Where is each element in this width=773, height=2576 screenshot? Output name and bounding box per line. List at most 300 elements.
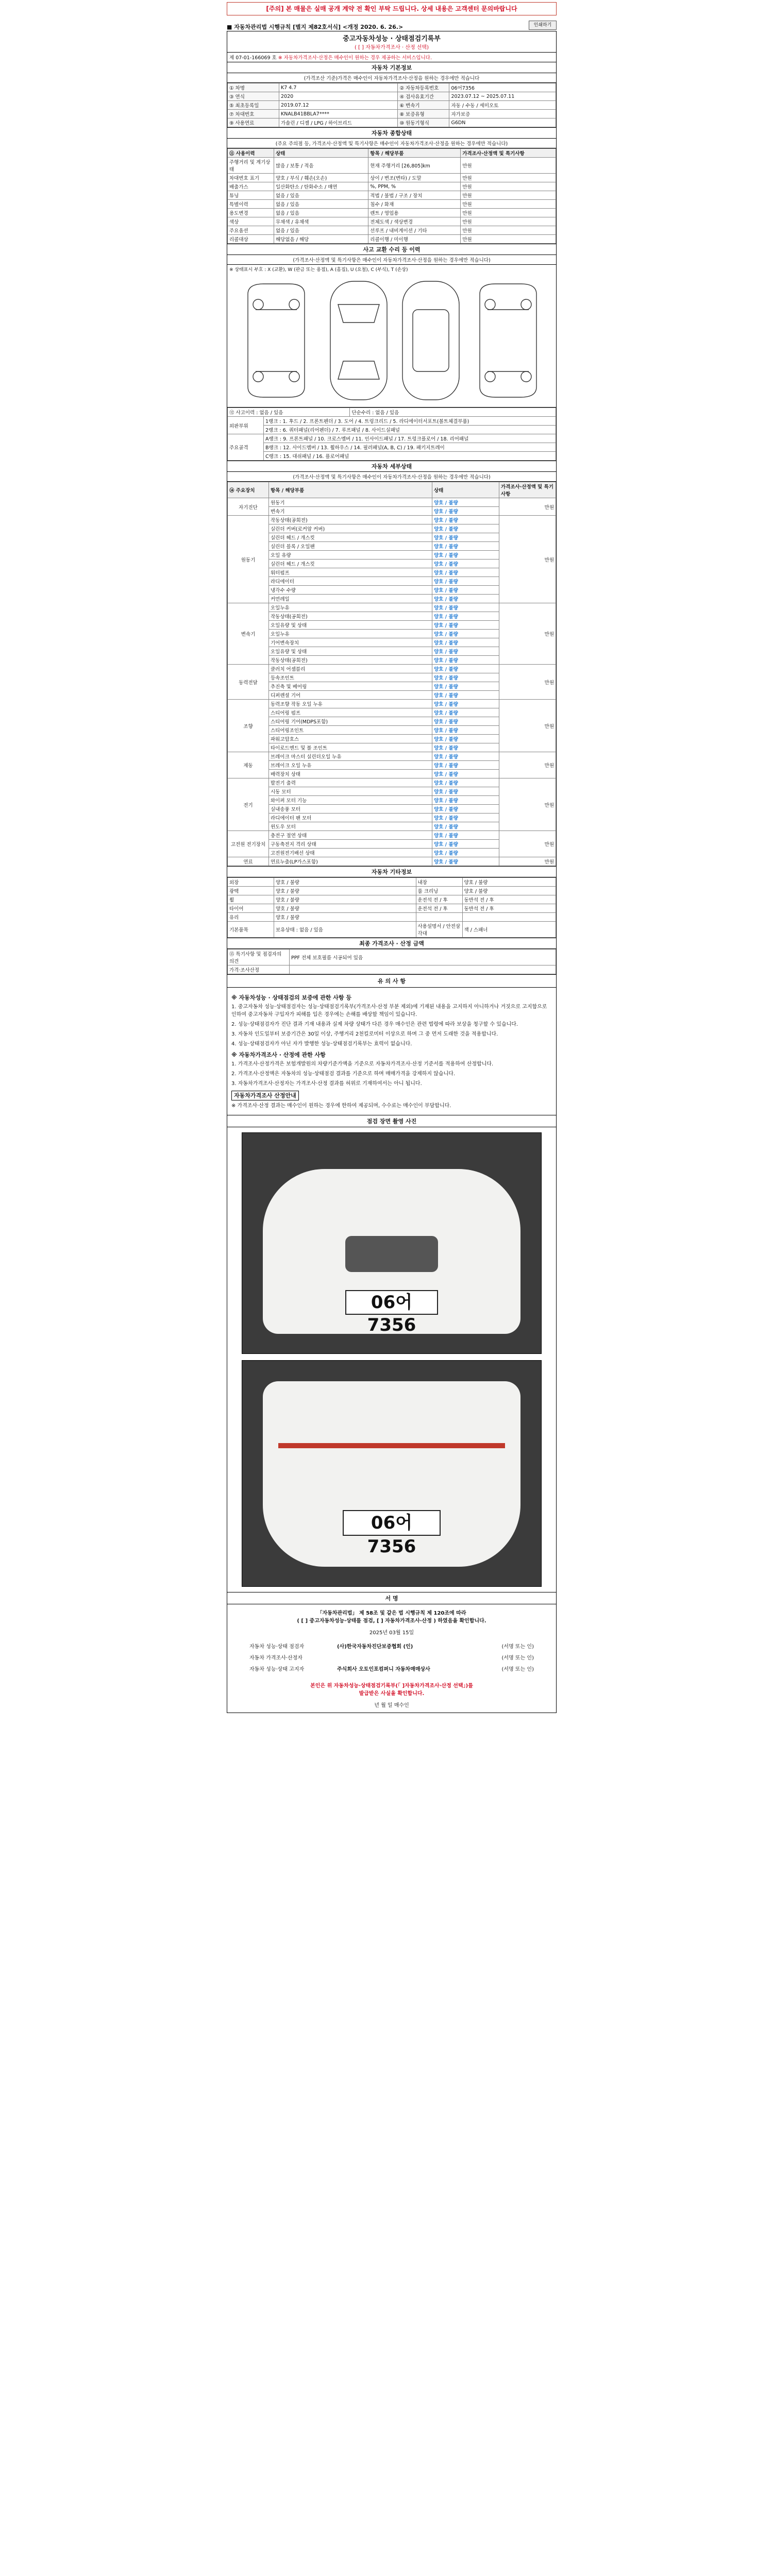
detail-header: ⑭ 주요장치 xyxy=(228,482,269,498)
general-section xyxy=(227,128,556,244)
detail-status: 양호 / 불량 xyxy=(432,498,499,507)
detail-group: 동력전달 xyxy=(228,665,269,700)
detail-status: 양호 / 불량 xyxy=(432,857,499,866)
frame-row-3: C랭크 : 15. 대쉬패널 / 16. 플로어패널 xyxy=(264,452,556,461)
detail-item: 시동 모터 xyxy=(269,787,432,796)
record-header xyxy=(227,31,556,53)
general-cell: 만원 xyxy=(461,217,556,226)
rear-photo xyxy=(242,1360,542,1587)
general-cell: 양호 / 부식 / 훼손(오손) xyxy=(274,174,368,182)
detail-status: 양호 / 불량 xyxy=(432,560,499,568)
etc-cell: 외장 xyxy=(228,878,274,887)
detail-status: 양호 / 불량 xyxy=(432,735,499,743)
basic-info-title: 자동차 기본정보 xyxy=(227,62,556,73)
doc-number-row xyxy=(227,53,556,62)
detail-status: 양호 / 불량 xyxy=(432,656,499,665)
detail-sub: (가격조사·산정액 및 특기사항은 매수인이 자동차가격조사·산정을 원하는 경우에만 적습니다) xyxy=(227,472,556,482)
detail-group: 조향 xyxy=(228,700,269,752)
detail-item: 브레이크 마스터 실린더오일 누유 xyxy=(269,752,432,761)
etc-section xyxy=(227,867,556,938)
general-cell: %, PPM, % xyxy=(368,182,461,191)
detail-status: 양호 / 불량 xyxy=(432,770,499,778)
inspection-document xyxy=(227,0,557,1713)
general-cell: 무채색 / 유채색 xyxy=(274,217,368,226)
general-cell: 가격조사·산정액 및 특기사항 xyxy=(461,149,556,158)
detail-item: 동력조향 작동 오일 누유 xyxy=(269,700,432,708)
sign-section xyxy=(227,1604,556,1713)
detail-status: 양호 / 불량 xyxy=(432,778,499,787)
simple-repair: 단순수리 : 없음 / 있음 xyxy=(350,408,556,417)
photos-title: 점검 장면 촬영 사진 xyxy=(227,1115,556,1127)
etc-cell: 양호 / 불량 xyxy=(462,887,556,895)
basic-label: ③ 연식 xyxy=(228,92,279,101)
remarks-body xyxy=(227,988,556,1115)
print-button[interactable]: 인쇄하기 xyxy=(529,21,557,30)
general-cell: 만원 xyxy=(461,191,556,200)
basic-info-section xyxy=(227,62,556,128)
detail-status: 양호 / 불량 xyxy=(432,761,499,770)
etc-cell: 내장 xyxy=(416,878,462,887)
table-row xyxy=(228,101,556,110)
outer-row-2: 2랭크 : 6. 쿼터패널(리어펜더) / 7. 루프패널 / 8. 사이드실패널 xyxy=(264,426,556,434)
warning-notice: [주의] 본 매물은 실매 공개 계약 전 확인 부탁 드립니다. 상세 내용은 고객센터 문의바랍니다 xyxy=(227,2,557,15)
detail-price: 만원 xyxy=(499,498,556,516)
detail-price: 만원 xyxy=(499,778,556,831)
general-cell: 해당없음 / 해당 xyxy=(274,235,368,244)
detail-item: 작동상태(공회전) xyxy=(269,656,432,665)
signer-sign: (서명 또는 인) xyxy=(501,1666,534,1672)
general-cell: 주요옵션 xyxy=(228,226,274,235)
table-row xyxy=(248,1640,535,1651)
general-cell: 항목 / 해당부품 xyxy=(368,149,461,158)
etc-cell xyxy=(462,913,556,922)
general-cell: 특별이력 xyxy=(228,200,274,209)
table-row xyxy=(228,752,556,761)
basic-value: K7 4.7 xyxy=(279,83,398,92)
detail-item: 원동기 xyxy=(269,498,432,507)
detail-item: 라디에이터 팬 모터 xyxy=(269,814,432,822)
detail-status: 양호 / 불량 xyxy=(432,691,499,700)
detail-title: 자동차 세부상태 xyxy=(227,461,556,472)
damage-section xyxy=(227,244,556,461)
detail-price: 만원 xyxy=(499,857,556,866)
outer-label: 외판부위 xyxy=(228,417,264,434)
detail-item: 실린더 헤드 / 개스킷 xyxy=(269,560,432,568)
detail-status: 양호 / 불량 xyxy=(432,568,499,577)
basic-label: ⑦ 차대번호 xyxy=(228,110,279,118)
table-row xyxy=(228,200,556,209)
etc-cell: 룸 크리닝 xyxy=(416,887,462,895)
detail-status: 양호 / 불량 xyxy=(432,630,499,638)
form-reference: ■ 자동차관리법 시행규칙 [별지 제82호서식] <개정 2020. 6. 26.> xyxy=(227,24,404,30)
table-row xyxy=(228,118,556,127)
etc-cell: 양호 / 불량 xyxy=(274,913,416,922)
etc-cell: 양호 / 불량 xyxy=(274,904,416,913)
sign-footer: 본인은 위 자동차성능·상태점검기록부(「 ]자동차가격조사·산정 선택」)를 xyxy=(310,1683,473,1689)
detail-item: 타이로드엔드 및 볼 조인트 xyxy=(269,743,432,752)
sign-table xyxy=(248,1640,535,1674)
detail-group: 자기진단 xyxy=(228,498,269,516)
detail-item: 고전원전기배선 상태 xyxy=(269,849,432,857)
remarks-title: 유 의 사 항 xyxy=(227,975,556,988)
detail-status: 양호 / 불량 xyxy=(432,822,499,831)
detail-status: 양호 / 불량 xyxy=(432,665,499,673)
damage-title: 사고 교환 수리 등 이력 xyxy=(227,244,556,255)
table-row xyxy=(228,226,556,235)
signer-role: 자동차 가격조사·산정자 xyxy=(249,1655,303,1661)
table-row xyxy=(228,92,556,101)
signer-name: (사)한국자동차진단보증협회 (인) xyxy=(337,1643,413,1650)
signer-role: 자동차 성능·상태 점검자 xyxy=(249,1643,305,1650)
general-cell: 만원 xyxy=(461,235,556,244)
general-cell: 없음 / 있음 xyxy=(274,200,368,209)
general-cell: 렌트 / 영업용 xyxy=(368,209,461,217)
detail-group: 연료 xyxy=(228,857,269,866)
detail-item: 오일유량 및 상태 xyxy=(269,621,432,630)
taillight-icon xyxy=(278,1443,505,1448)
sign-title: 서 명 xyxy=(227,1592,556,1604)
etc-cell: 휠 xyxy=(228,895,274,904)
buyer-sign: 년 월 일 매수인 xyxy=(374,1703,409,1708)
signer-role: 자동차 성능·상태 고지자 xyxy=(249,1666,305,1672)
general-cell: 적법 / 불법 / 구조 / 장치 xyxy=(368,191,461,200)
detail-status: 양호 / 불량 xyxy=(432,673,499,682)
detail-item: 워터펌프 xyxy=(269,568,432,577)
detail-item: 충전구 절연 상태 xyxy=(269,831,432,840)
detail-status: 양호 / 불량 xyxy=(432,647,499,656)
etc-table xyxy=(227,877,556,938)
general-cell: 상태 xyxy=(274,149,368,158)
table-row xyxy=(228,191,556,200)
frame-row-1: A랭크 : 9. 프론트패널 / 10. 크로스멤버 / 11. 인사이드패널 / 17. 트렁크플로어 / 18. 리어패널 xyxy=(264,434,556,443)
section2-item: 3. 자동차가격조사·산정자는 가격조사·산정 결과를 허위로 기재하여서는 아니 됩니다. xyxy=(231,1081,422,1087)
basic-value: 2023.07.12 ~ 2025.07.11 xyxy=(449,92,556,101)
detail-status: 양호 / 불량 xyxy=(432,542,499,551)
basic-label: ⑧ 보증유형 xyxy=(398,110,449,118)
etc-title: 자동차 기타정보 xyxy=(227,867,556,877)
basic-label: ⑥ 변속기 xyxy=(398,101,449,110)
detail-item: 등속조인트 xyxy=(269,673,432,682)
detail-group: 고전원 전기장치 xyxy=(228,831,269,857)
general-cell: ⑪ 사용이력 xyxy=(228,149,274,158)
detail-item: 오일누유 xyxy=(269,603,432,612)
detail-item: 스티어링조인트 xyxy=(269,726,432,735)
grille-icon xyxy=(345,1236,438,1272)
table-row xyxy=(228,700,556,708)
perf-label: ⑮ 특기사항 및 점검자의 의견 xyxy=(228,950,290,965)
detail-status: 양호 / 불량 xyxy=(432,840,499,849)
general-cell: 차대번호 표기 xyxy=(228,174,274,182)
etc-cell: 양호 / 불량 xyxy=(274,887,416,895)
general-cell: 전체도색 / 색상변경 xyxy=(368,217,461,226)
general-cell: 만원 xyxy=(461,226,556,235)
table-row xyxy=(228,904,556,913)
detail-item: 작동상태(공회전) xyxy=(269,516,432,524)
etc-cell: 기본품목 xyxy=(228,922,274,938)
general-cell: 용도변경 xyxy=(228,209,274,217)
section2-item: 2. 가격조사·산정액은 자동차의 성능·상태점검 결과를 기준으로 하며 매매가격을 강제하지 않습니다. xyxy=(231,1071,456,1077)
damage-legend: ※ 상태표시 부호 : X (교환), W (판금 또는 용접), A (흠집), U (요철), C (부식), T (손상) xyxy=(229,267,408,273)
table-row xyxy=(228,158,556,174)
detail-status: 양호 / 불량 xyxy=(432,595,499,603)
basic-label: ④ 검사유효기간 xyxy=(398,92,449,101)
detail-item: 발전기 출력 xyxy=(269,778,432,787)
basic-value: 자가보증 xyxy=(449,110,556,118)
detail-table xyxy=(227,482,556,866)
etc-cell: 양호 / 불량 xyxy=(462,878,556,887)
section1-title: ※ 자동차성능 · 상태점검의 보증에 관한 사항 등 xyxy=(231,994,351,1001)
accident-history: ⑫ 사고이력 : 없음 / 있음 xyxy=(228,408,350,417)
detail-header: 가격조사·산정액 및 특기사항 xyxy=(499,482,556,498)
detail-status: 양호 / 불량 xyxy=(432,612,499,621)
frame-row-2: B랭크 : 12. 사이드멤버 / 13. 휠하우스 / 14. 필러패널(A, B, C) / 19. 패키지트레이 xyxy=(264,443,556,452)
damage-table xyxy=(227,408,556,461)
general-cell: 침수 / 화재 xyxy=(368,200,461,209)
perf-value: PPF 전체 보호필름 시공되어 있음 xyxy=(290,950,556,965)
detail-item: 클러치 어셈블리 xyxy=(269,665,432,673)
detail-item: 디퍼렌셜 기어 xyxy=(269,691,432,700)
outer-row-1: 1랭크 : 1. 후드 / 2. 프론트펜더 / 3. 도어 / 4. 트렁크리드 / 5. 라디에이터서포트(볼트체결부품) xyxy=(264,417,556,426)
detail-status: 양호 / 불량 xyxy=(432,638,499,647)
general-cell: 튜닝 xyxy=(228,191,274,200)
etc-cell xyxy=(416,913,462,922)
sign-statement: 「자동차관리법」 제 58조 및 같은 법 시행규칙 제 120조에 따라 xyxy=(317,1611,466,1616)
table-row xyxy=(228,878,556,887)
general-cell: 만원 xyxy=(461,200,556,209)
basic-value: 2020 xyxy=(279,92,398,101)
detail-item: 윈도우 모터 xyxy=(269,822,432,831)
etc-cell: 양호 / 불량 xyxy=(274,878,416,887)
rear-plate: 06어 7356 xyxy=(343,1510,441,1536)
detail-status: 양호 / 불량 xyxy=(432,717,499,726)
general-cell: 없음 / 있음 xyxy=(274,191,368,200)
car-outline-icon xyxy=(227,274,556,406)
detail-item: 연료누출(LP가스포함) xyxy=(269,857,432,866)
detail-status: 양호 / 불량 xyxy=(432,700,499,708)
table-row xyxy=(228,149,556,158)
detail-status: 양호 / 불량 xyxy=(432,524,499,533)
basic-value: 06어7356 xyxy=(449,83,556,92)
detail-item: 와이퍼 모터 기능 xyxy=(269,796,432,805)
detail-status: 양호 / 불량 xyxy=(432,586,499,595)
detail-price: 만원 xyxy=(499,665,556,700)
table-row xyxy=(228,603,556,612)
signer-sign: (서명 또는 인) xyxy=(501,1643,534,1650)
detail-status: 양호 / 불량 xyxy=(432,849,499,857)
general-cell: 일산화탄소 / 탄화수소 / 매연 xyxy=(274,182,368,191)
table-row xyxy=(228,83,556,92)
etc-cell: 광택 xyxy=(228,887,274,895)
general-cell: 만원 xyxy=(461,182,556,191)
detail-section xyxy=(227,461,556,867)
detail-item: 작동상태(공회전) xyxy=(269,612,432,621)
front-photo xyxy=(242,1132,542,1354)
detail-item: 실린더 커버(로커암 커버) xyxy=(269,524,432,533)
detail-price: 만원 xyxy=(499,700,556,752)
section1-item: 4. 성능·상태점검자가 아닌 자가 발행한 성능·상태점검기록부는 효력이 없습니다. xyxy=(231,1041,412,1047)
record-frame xyxy=(227,31,557,1713)
table-row xyxy=(228,482,556,498)
table-row xyxy=(228,498,556,507)
detail-price: 만원 xyxy=(499,516,556,603)
table-row xyxy=(228,922,556,938)
section2-item: 1. 가격조사·산정가격은 보험개발원의 차량기준가액을 기준으로 자동차가격조사·산정 기준서를 적용하여 산정합니다. xyxy=(231,1061,494,1067)
opinion-title: 최종 가격조사 · 산정 금액 xyxy=(227,938,556,949)
detail-item: 실내송풍 모터 xyxy=(269,805,432,814)
detail-header: 항목 / 해당부품 xyxy=(269,482,432,498)
sign-footer-2: 발급받은 사실을 확인합니다. xyxy=(359,1691,425,1697)
table-row xyxy=(248,1663,535,1674)
detail-item: 추진축 및 베어링 xyxy=(269,682,432,691)
detail-status: 양호 / 불량 xyxy=(432,507,499,516)
table-row xyxy=(228,516,556,524)
general-cell: 선루프 / 내비게이션 / 기타 xyxy=(368,226,461,235)
section1-item: 2. 성능·상태점검자가 진단 결과 기재 내용과 실제 차량 상태가 다른 경우 매수인은 관련 법령에 따라 보상을 청구할 수 있습니다. xyxy=(231,1022,518,1027)
section2-title: ※ 자동차가격조사 · 산정에 관한 사항 xyxy=(231,1052,326,1058)
detail-status: 양호 / 불량 xyxy=(432,603,499,612)
general-cell: 상이 / 변조(변타) / 도말 xyxy=(368,174,461,182)
basic-value: 2019.07.12 xyxy=(279,101,398,110)
detail-item: 기어변속장치 xyxy=(269,638,432,647)
detail-item: 브레이크 오일 누유 xyxy=(269,761,432,770)
etc-cell: 양호 / 불량 xyxy=(274,895,416,904)
record-subtitle: ( [ ] 자동차가격조사 · 산정 선택) xyxy=(354,45,429,50)
general-sub: (주요 주의점 등, 가격조사·산정액 및 특기사항은 매수인이 자동차가격조사·산정을 원하는 경우에만 적습니다) xyxy=(227,139,556,148)
signer-name xyxy=(335,1651,482,1663)
detail-item: 배력장치 상태 xyxy=(269,770,432,778)
general-cell: 없음 / 있음 xyxy=(274,209,368,217)
detail-status: 양호 / 불량 xyxy=(432,831,499,840)
detail-status: 양호 / 불량 xyxy=(432,787,499,796)
sign-date: 2025년 03월 15일 xyxy=(369,1630,414,1636)
general-cell: 만원 xyxy=(461,158,556,174)
general-table xyxy=(227,148,556,244)
general-cell: 만원 xyxy=(461,174,556,182)
detail-status: 양호 / 불량 xyxy=(432,805,499,814)
etc-cell: 타이어 xyxy=(228,904,274,913)
signer-name: 주식회사 오토인포컴퍼니 자동차매매상사 xyxy=(337,1666,430,1672)
table-row xyxy=(228,831,556,840)
table-row xyxy=(228,895,556,904)
detail-status: 양호 / 불량 xyxy=(432,621,499,630)
detail-status: 양호 / 불량 xyxy=(432,516,499,524)
detail-group: 원동기 xyxy=(228,516,269,603)
general-cell: 배출가스 xyxy=(228,182,274,191)
detail-status: 양호 / 불량 xyxy=(432,577,499,586)
detail-status: 양호 / 불량 xyxy=(432,551,499,560)
etc-cell: 동반석 전 / 후 xyxy=(462,904,556,913)
detail-price: 만원 xyxy=(499,752,556,778)
detail-status: 양호 / 불량 xyxy=(432,533,499,542)
detail-header: 상태 xyxy=(432,482,499,498)
detail-price: 만원 xyxy=(499,603,556,665)
opinion-table xyxy=(227,949,556,974)
etc-cell: 보유상태 : 없음 / 있음 xyxy=(274,922,416,938)
detail-status: 양호 / 불량 xyxy=(432,708,499,717)
front-plate: 06어 7356 xyxy=(345,1290,438,1315)
general-cell: 현재 주행거리 [26,805]km xyxy=(368,158,461,174)
table-row xyxy=(228,110,556,118)
detail-status: 양호 / 불량 xyxy=(432,814,499,822)
signer-sign: (서명 또는 인) xyxy=(501,1655,534,1661)
detail-status: 양호 / 불량 xyxy=(432,752,499,761)
doc-note: ※ 자동차가격조사·산정은 매수인이 원하는 경우 제공하는 서비스입니다. xyxy=(278,55,432,61)
detail-item: 오일유량 및 상태 xyxy=(269,647,432,656)
section3-title: 자동차가격조사 산정안내 xyxy=(231,1091,299,1100)
basic-label: ⑩ 원동기형식 xyxy=(398,118,449,127)
basic-label: ② 자동차등록번호 xyxy=(398,83,449,92)
car-diagram xyxy=(227,274,556,408)
table-row xyxy=(228,778,556,787)
basic-label: ⑤ 최초등록일 xyxy=(228,101,279,110)
general-cell: 없음 / 있음 xyxy=(274,226,368,235)
sign-statement-2: ( [ ] 중고자동차성능·상태를 점검, [ ] 자동차가격조사·산정 ) 하였음을 확인합니다. xyxy=(297,1618,486,1624)
etc-cell: 유리 xyxy=(228,913,274,922)
section1-item: 1. 중고자동차 성능·상태점검자는 성능·상태점검기록부(가격조사·산정 부분 제외)에 기재된 내용을 고지하지 아니하거나 거짓으로 고지함으로 인하여 중고자동차 구입자가 피해를 입은 경우에는 손해를 배상할 책임이 있습니다. xyxy=(231,1004,547,1018)
detail-item: 변속기 xyxy=(269,507,432,516)
general-cell: 많음 / 보통 / 적음 xyxy=(274,158,368,174)
opinion-section xyxy=(227,938,556,975)
general-cell: 색상 xyxy=(228,217,274,226)
table-row xyxy=(228,665,556,673)
general-title: 자동차 종합상태 xyxy=(227,128,556,139)
record-title: 중고자동차성능 · 상태점검기록부 xyxy=(343,35,441,43)
detail-status: 양호 / 불량 xyxy=(432,743,499,752)
etc-cell: 잭 / 스패너 xyxy=(462,922,556,938)
table-row xyxy=(248,1651,535,1663)
general-cell: 리콜대상 xyxy=(228,235,274,244)
table-row xyxy=(228,174,556,182)
table-row xyxy=(228,887,556,895)
detail-item: 커먼레일 xyxy=(269,595,432,603)
basic-info-sub: (가격조산 기준)가격은 매수인이 자동차가격조사·산정을 원하는 경우에만 적습니다 xyxy=(227,73,556,83)
damage-sub: (가격조사·산정액 및 특기사항은 매수인이 자동차가격조사·산정을 원하는 경우에만 적습니다) xyxy=(227,255,556,265)
basic-value: 자동 / 수동 / 세미오토 xyxy=(449,101,556,110)
basic-value: G6DN xyxy=(449,118,556,127)
price-label: 가격·조사산정 xyxy=(228,965,290,974)
detail-status: 양호 / 불량 xyxy=(432,682,499,691)
detail-item: 오일누유 xyxy=(269,630,432,638)
detail-price: 만원 xyxy=(499,831,556,857)
detail-item: 스티어링 기어(MDPS포함) xyxy=(269,717,432,726)
basic-info-table xyxy=(227,83,556,127)
basic-label: ① 차명 xyxy=(228,83,279,92)
photos-area xyxy=(227,1127,556,1592)
detail-item: 실린더 블록 / 오일팬 xyxy=(269,542,432,551)
table-row xyxy=(228,209,556,217)
detail-item: 냉각수 수량 xyxy=(269,586,432,595)
etc-cell: 운전석 전 / 후 xyxy=(416,895,462,904)
detail-status: 양호 / 불량 xyxy=(432,796,499,805)
detail-item: 파워고압호스 xyxy=(269,735,432,743)
detail-item: 오일 유량 xyxy=(269,551,432,560)
etc-cell: 동반석 전 / 후 xyxy=(462,895,556,904)
etc-cell: 운전석 전 / 후 xyxy=(416,904,462,913)
general-cell: 주행거리 및 계기상태 xyxy=(228,158,274,174)
table-row xyxy=(228,913,556,922)
basic-label: ⑨ 사용연료 xyxy=(228,118,279,127)
section3-text: ※ 가격조사·산정 결과는 매수인이 원하는 경우에 한하여 제공되며, 수수료는 매수인이 부담합니다. xyxy=(231,1103,451,1109)
detail-item: 스티어링 펌프 xyxy=(269,708,432,717)
table-row xyxy=(228,235,556,244)
table-row xyxy=(228,182,556,191)
basic-value: KNALB41BBLA7**** xyxy=(279,110,398,118)
detail-group: 제동 xyxy=(228,752,269,778)
general-cell: 만원 xyxy=(461,209,556,217)
detail-item: 구동축전지 격리 상태 xyxy=(269,840,432,849)
basic-value: 가솔린 / 디젤 / LPG / 하이브리드 xyxy=(279,118,398,127)
top-row xyxy=(227,15,557,31)
